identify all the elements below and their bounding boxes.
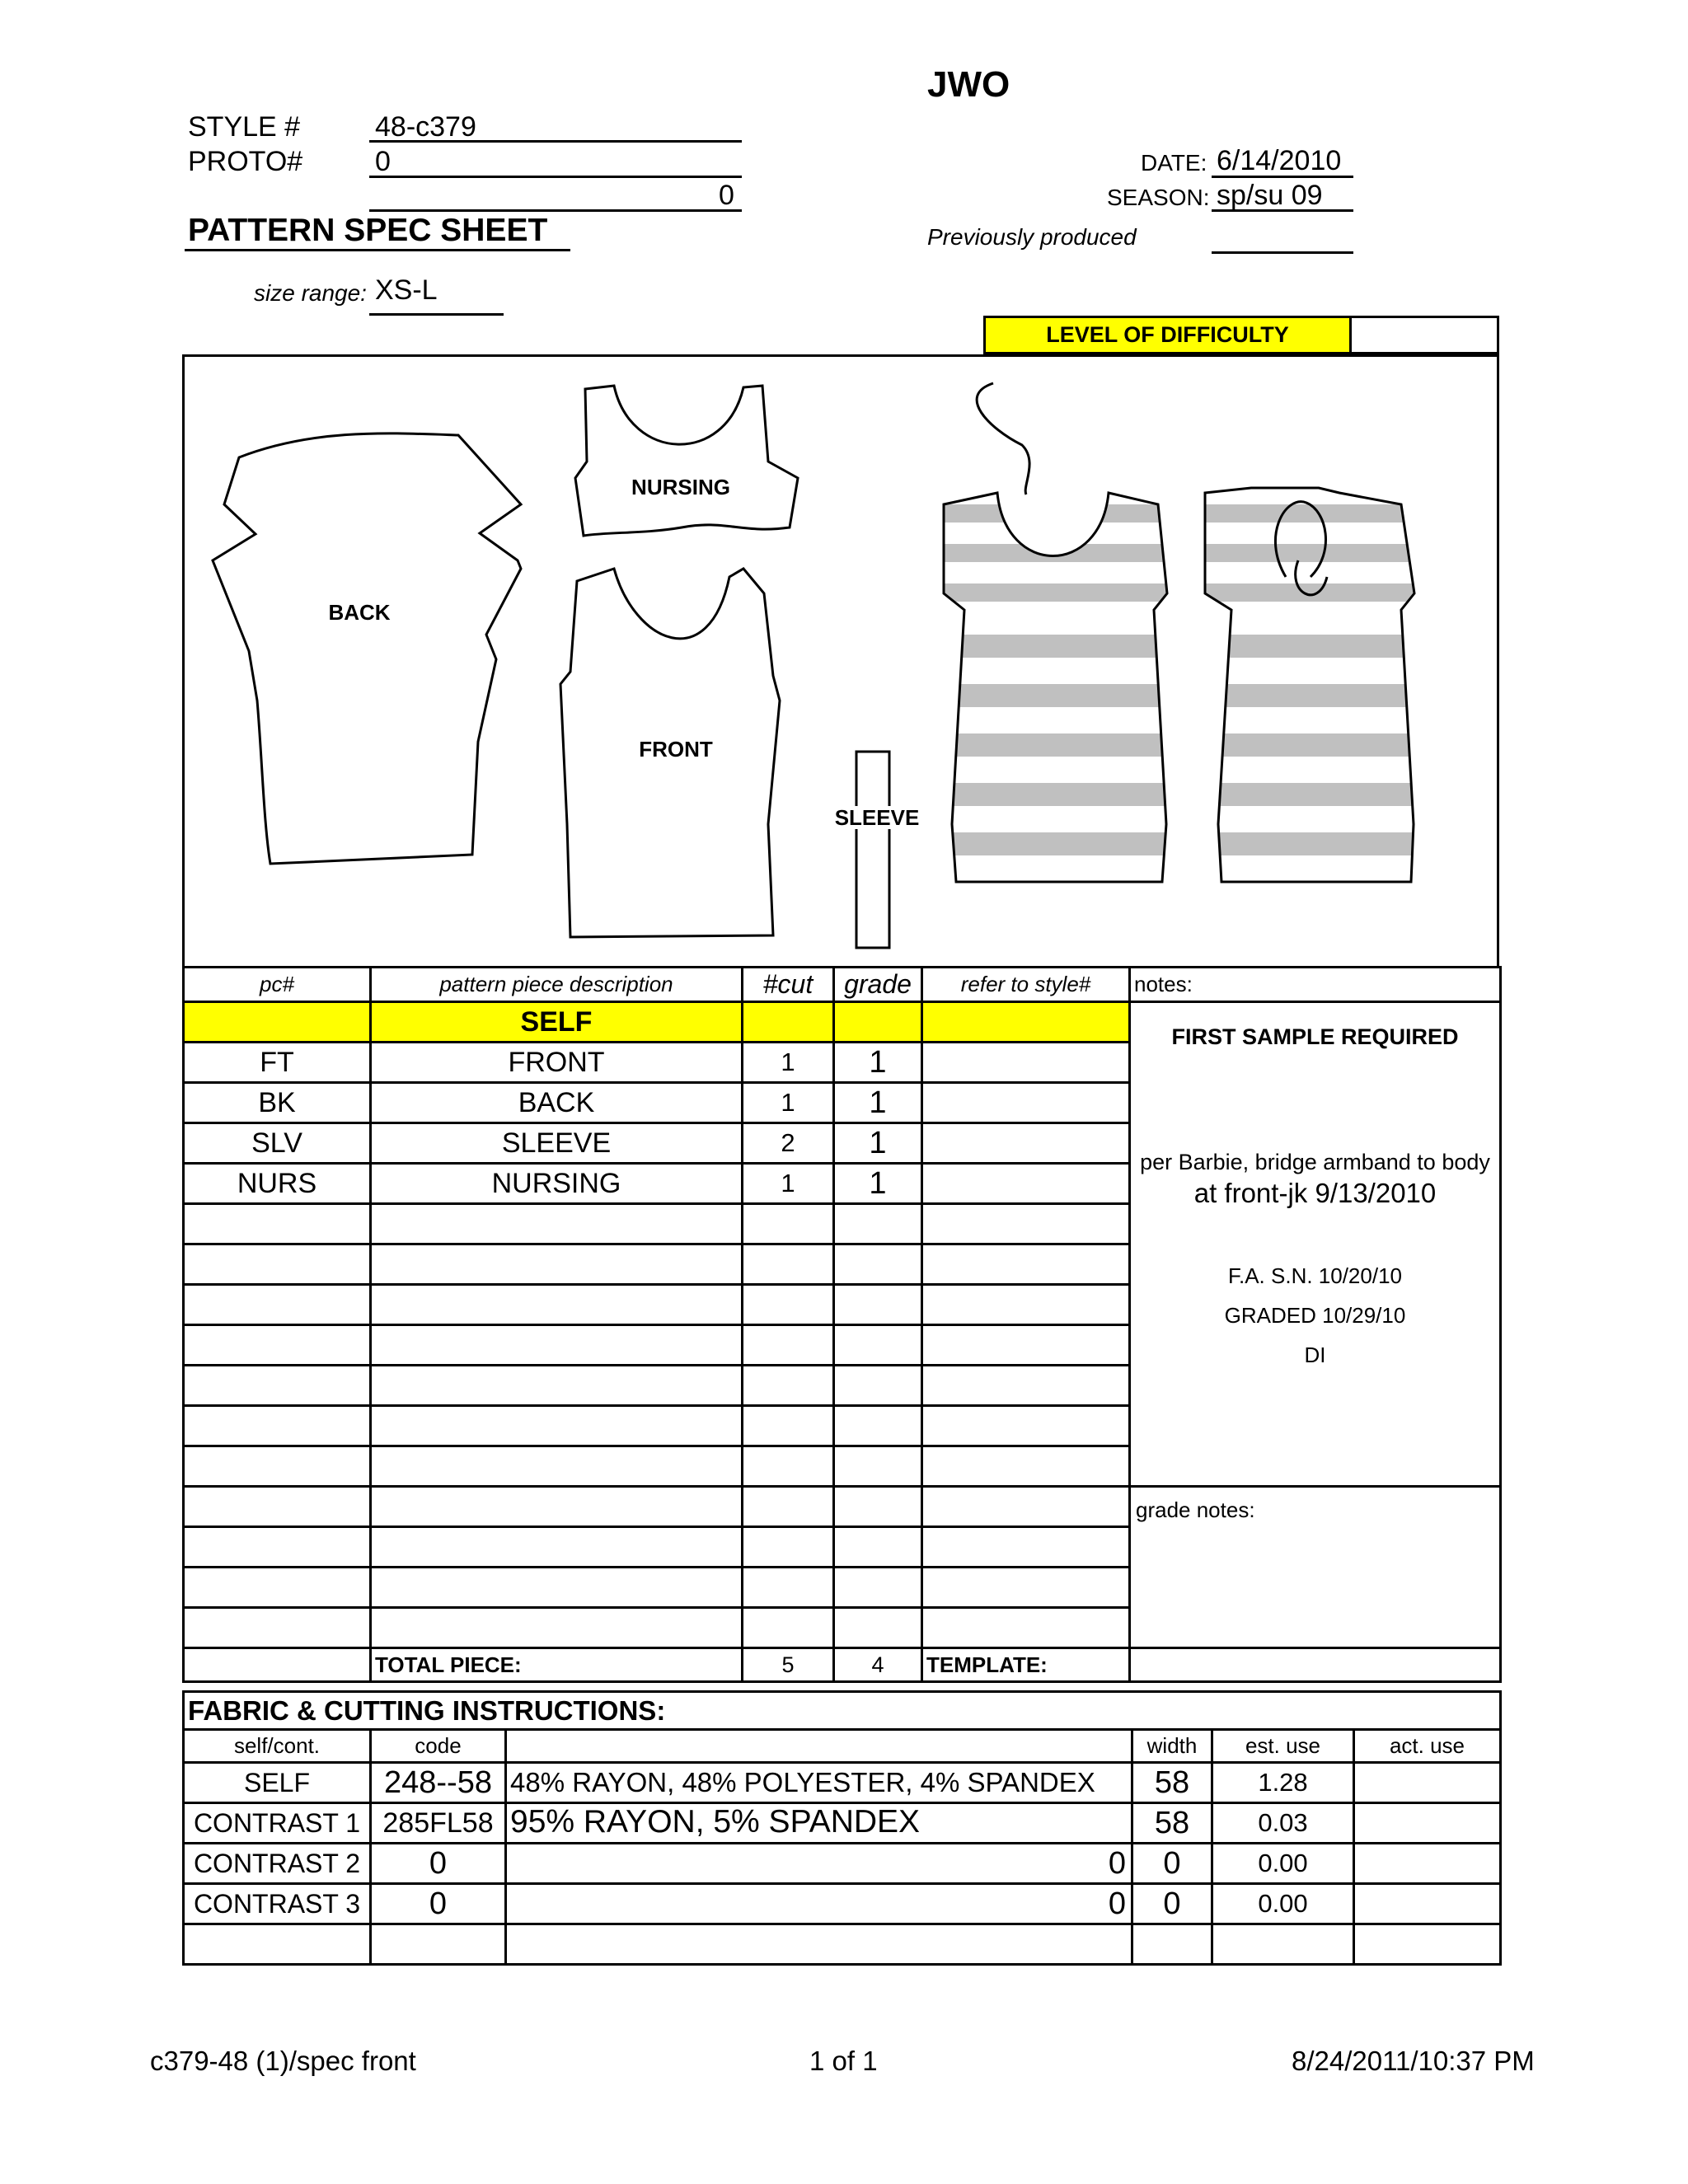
back-piece-label: BACK — [328, 600, 391, 625]
fabric-est-use: 0.00 — [1212, 1844, 1354, 1884]
size-range-label: size range: — [254, 280, 367, 306]
empty-cell — [834, 1204, 922, 1244]
front-piece-label: FRONT — [639, 737, 713, 762]
piece-pc: FT — [184, 1043, 371, 1083]
header-refer: refer to style# — [922, 968, 1130, 1002]
nursing-pattern-shape — [575, 386, 798, 536]
empty-cell — [371, 1366, 743, 1406]
empty-cell — [184, 1325, 371, 1366]
fabric-act-use — [1354, 1884, 1501, 1924]
empty-cell — [184, 1285, 371, 1325]
empty-cell — [834, 1487, 922, 1527]
empty-cell — [922, 1285, 1130, 1325]
template-label: TEMPLATE: — [922, 1648, 1130, 1682]
fabric-header-code: code — [371, 1730, 506, 1763]
empty-cell — [743, 1366, 834, 1406]
grade-notes-label: grade notes: — [1136, 1497, 1255, 1522]
piece-grade: 1 — [834, 1123, 922, 1164]
header-description: pattern piece description — [371, 968, 743, 1002]
empty-cell — [743, 1446, 834, 1487]
empty-cell — [743, 1487, 834, 1527]
previously-produced-label: Previously produced — [927, 224, 1137, 250]
empty-cell — [922, 1325, 1130, 1366]
grade-notes-cell — [1130, 1487, 1501, 1648]
notes-cell — [1130, 1002, 1501, 1487]
empty-cell — [184, 1366, 371, 1406]
fabric-type: CONTRAST 3 — [184, 1884, 371, 1924]
note-fa-sn: F.A. S.N. 10/20/10 — [1227, 1263, 1402, 1288]
fabric-act-use — [1354, 1763, 1501, 1803]
note-graded: GRADED 10/29/10 — [1224, 1303, 1406, 1328]
empty-cell — [922, 1406, 1130, 1446]
empty-cell — [371, 1244, 743, 1285]
empty-cell — [371, 1204, 743, 1244]
proto-line2-value: 0 — [719, 180, 734, 211]
empty-cell — [1132, 1924, 1212, 1965]
header-notes: notes: — [1130, 968, 1501, 1002]
empty-cell — [184, 1244, 371, 1285]
fabric-header-self-cont: self/cont. — [184, 1730, 371, 1763]
fabric-est-use: 0.03 — [1212, 1803, 1354, 1844]
piece-pc: NURS — [184, 1164, 371, 1204]
empty-cell — [184, 1527, 371, 1568]
self-section-label: SELF — [371, 1002, 743, 1043]
piece-refer — [922, 1164, 1130, 1204]
style-value: 48-c379 — [375, 111, 476, 143]
piece-cut: 1 — [743, 1043, 834, 1083]
note-first-sample: FIRST SAMPLE REQUIRED — [1171, 1024, 1459, 1049]
template-value — [1130, 1648, 1501, 1682]
empty-cell — [834, 1325, 922, 1366]
proto-value: 0 — [375, 146, 391, 177]
pattern-pieces-table — [182, 966, 1502, 1683]
empty-cell — [184, 1924, 371, 1965]
piece-description: NURSING — [371, 1164, 743, 1204]
fabric-code: 0 — [371, 1884, 506, 1924]
empty-cell — [184, 1204, 371, 1244]
fabric-description: 0 — [506, 1844, 1132, 1884]
note-front-jk: at front-jk 9/13/2010 — [1193, 1178, 1437, 1208]
fabric-type: SELF — [184, 1763, 371, 1803]
fabric-header-act-use: act. use — [1354, 1730, 1501, 1763]
self-section-cell — [184, 1002, 371, 1043]
empty-cell — [922, 1366, 1130, 1406]
fabric-width: 58 — [1132, 1803, 1212, 1844]
empty-cell — [834, 1285, 922, 1325]
header-pc: pc# — [184, 968, 371, 1002]
empty-cell — [506, 1924, 1132, 1965]
total-cut: 5 — [743, 1648, 834, 1682]
empty-cell — [184, 1406, 371, 1446]
empty-cell — [834, 1244, 922, 1285]
empty-cell — [371, 1406, 743, 1446]
piece-pc: BK — [184, 1083, 371, 1123]
piece-cut: 1 — [743, 1164, 834, 1204]
fabric-act-use — [1354, 1803, 1501, 1844]
page-title: PATTERN SPEC SHEET — [188, 213, 548, 248]
piece-cut: 2 — [743, 1123, 834, 1164]
empty-cell — [922, 1568, 1130, 1608]
fabric-est-use: 1.28 — [1212, 1763, 1354, 1803]
empty-cell — [834, 1527, 922, 1568]
fabric-table — [182, 1690, 1502, 1966]
fabric-description: 95% RAYON, 5% SPANDEX — [506, 1803, 1132, 1844]
note-di: DI — [1304, 1343, 1326, 1367]
empty-cell — [743, 1406, 834, 1446]
empty-cell — [184, 1568, 371, 1608]
piece-cut: 1 — [743, 1083, 834, 1123]
empty-cell — [743, 1325, 834, 1366]
empty-cell — [743, 1568, 834, 1608]
fabric-description: 48% RAYON, 48% POLYESTER, 4% SPANDEX — [506, 1763, 1132, 1803]
nursing-piece-label: NURSING — [631, 475, 730, 499]
empty-cell — [922, 1244, 1130, 1285]
empty-cell — [743, 1608, 834, 1648]
season-value: sp/su 09 — [1217, 180, 1323, 211]
piece-grade: 1 — [834, 1083, 922, 1123]
empty-cell — [834, 1406, 922, 1446]
piece-refer — [922, 1083, 1130, 1123]
sleeve-pattern-shape — [856, 752, 889, 948]
empty-cell — [371, 1924, 506, 1965]
fabric-width: 0 — [1132, 1884, 1212, 1924]
date-value: 6/14/2010 — [1217, 145, 1342, 176]
empty-cell — [743, 1527, 834, 1568]
fabric-code: 248--58 — [371, 1763, 506, 1803]
fabric-width: 58 — [1132, 1763, 1212, 1803]
empty-cell — [743, 1285, 834, 1325]
empty-cell — [922, 1204, 1130, 1244]
empty-cell — [184, 1608, 371, 1648]
proto-label: PROTO# — [188, 146, 303, 177]
total-grade: 4 — [834, 1648, 922, 1682]
fabric-header-width: width — [1132, 1730, 1212, 1763]
footer-timestamp: 8/24/2011/10:37 PM — [1292, 2046, 1535, 2076]
piece-grade: 1 — [834, 1164, 922, 1204]
empty-cell — [371, 1608, 743, 1648]
empty-cell — [834, 1608, 922, 1648]
empty-cell — [1212, 1924, 1354, 1965]
piece-grade: 1 — [834, 1043, 922, 1083]
empty-cell — [371, 1568, 743, 1608]
note-barbie: per Barbie, bridge armband to body — [1140, 1150, 1490, 1174]
self-section-cell — [922, 1002, 1130, 1043]
season-label: SEASON: — [1107, 185, 1210, 210]
header-cut: #cut — [743, 968, 834, 1002]
empty-cell — [371, 1527, 743, 1568]
footer-page-number: 1 of 1 — [809, 2046, 878, 2076]
header-grade: grade — [834, 968, 922, 1002]
total-piece-label: TOTAL PIECE: — [371, 1648, 743, 1682]
piece-description: FRONT — [371, 1043, 743, 1083]
back-pattern-shape — [213, 434, 521, 864]
empty-cell — [371, 1446, 743, 1487]
fabric-description: 0 — [506, 1884, 1132, 1924]
fabric-header-est-use: est. use — [1212, 1730, 1354, 1763]
empty-cell — [371, 1325, 743, 1366]
piece-refer — [922, 1043, 1130, 1083]
company-name: JWO — [927, 64, 1010, 105]
fabric-type: CONTRAST 2 — [184, 1844, 371, 1884]
fabric-code: 285FL58 — [371, 1803, 506, 1844]
fabric-header-description — [506, 1730, 1132, 1763]
date-label: DATE: — [1141, 150, 1207, 176]
piece-description: BACK — [371, 1083, 743, 1123]
empty-cell — [834, 1568, 922, 1608]
empty-cell — [922, 1527, 1130, 1568]
empty-cell — [184, 1648, 371, 1682]
empty-cell — [743, 1244, 834, 1285]
empty-cell — [834, 1366, 922, 1406]
garment-front-sketch — [940, 383, 1179, 882]
empty-cell — [922, 1446, 1130, 1487]
style-label: STYLE # — [188, 111, 301, 143]
fabric-type: CONTRAST 1 — [184, 1803, 371, 1844]
empty-cell — [922, 1608, 1130, 1648]
fabric-title: FABRIC & CUTTING INSTRUCTIONS: — [184, 1692, 1501, 1730]
piece-refer — [922, 1123, 1130, 1164]
level-of-difficulty-label: LEVEL OF DIFFICULTY — [983, 316, 1352, 354]
garment-back-sketch — [1203, 488, 1426, 882]
fabric-width: 0 — [1132, 1844, 1212, 1884]
empty-cell — [184, 1487, 371, 1527]
empty-cell — [922, 1487, 1130, 1527]
empty-cell — [743, 1204, 834, 1244]
self-section-cell — [834, 1002, 922, 1043]
sleeve-piece-label: SLEEVE — [834, 805, 920, 830]
fabric-code: 0 — [371, 1844, 506, 1884]
footer-filename: c379-48 (1)/spec front — [150, 2046, 416, 2076]
empty-cell — [184, 1446, 371, 1487]
empty-cell — [371, 1487, 743, 1527]
fabric-est-use: 0.00 — [1212, 1884, 1354, 1924]
size-range-value: XS-L — [375, 274, 438, 306]
fabric-act-use — [1354, 1844, 1501, 1884]
empty-cell — [371, 1285, 743, 1325]
empty-cell — [834, 1446, 922, 1487]
piece-description: SLEEVE — [371, 1123, 743, 1164]
empty-cell — [1354, 1924, 1501, 1965]
self-section-cell — [743, 1002, 834, 1043]
piece-pc: SLV — [184, 1123, 371, 1164]
